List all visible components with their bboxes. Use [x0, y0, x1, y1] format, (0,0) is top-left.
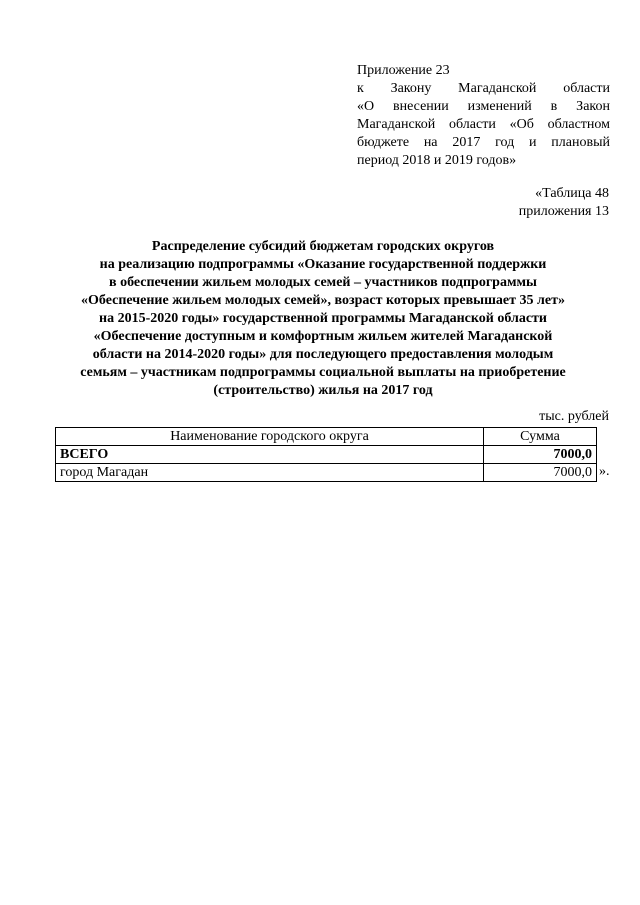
table-reference-line: «Таблица 48	[535, 186, 609, 201]
appendix-line: Приложение 23	[357, 63, 450, 78]
table-row	[56, 464, 597, 482]
table-reference	[519, 185, 609, 221]
table-row-total	[56, 446, 597, 464]
document-title	[40, 238, 606, 400]
cell-name: город Магадан	[56, 464, 484, 482]
title-line: «Обеспечение доступным и комфортным жильем жителей Магаданской	[93, 329, 553, 344]
title-line: (строительство) жилья на 2017 год	[213, 383, 433, 398]
title-line: области на 2014-2020 годы» для последующего предоставления молодым	[92, 347, 554, 362]
title-line: «Обеспечение жильем молодых семей», возраст которых превышает 35 лет»	[81, 293, 565, 308]
appendix-line: к Закону Магаданской области	[357, 81, 610, 96]
title-line: семьям – участникам подпрограммы социальной выплаты на приобретение	[80, 365, 566, 380]
cell-sum: 7000,0	[484, 446, 597, 464]
appendix-header	[357, 62, 610, 170]
column-header-sum: Сумма	[484, 428, 597, 446]
subsidy-table	[55, 427, 597, 482]
closing-quote: ».	[599, 464, 610, 479]
title-line: на реализацию подпрограммы «Оказание государственной поддержки	[99, 257, 547, 272]
column-header-name: Наименование городского округа	[56, 428, 484, 446]
appendix-line: бюджете на 2017 год и плановый	[357, 135, 610, 150]
title-line: в обеспечении жильем молодых семей – участников подпрограммы	[109, 275, 537, 290]
title-line: на 2015-2020 годы» государственной программы Магаданской области	[99, 311, 547, 326]
table-header-row	[56, 428, 597, 446]
table-reference-line: приложения 13	[518, 204, 609, 219]
cell-name: ВСЕГО	[56, 446, 484, 464]
title-line: Распределение субсидий бюджетам городских округов	[151, 239, 495, 254]
appendix-line: Магаданской области «Об областном	[357, 117, 610, 132]
appendix-line: период 2018 и 2019 годов»	[357, 153, 517, 168]
units-label: тыс. рублей	[539, 409, 609, 424]
cell-sum: 7000,0	[484, 464, 597, 482]
appendix-line: «О внесении изменений в Закон	[357, 99, 610, 114]
